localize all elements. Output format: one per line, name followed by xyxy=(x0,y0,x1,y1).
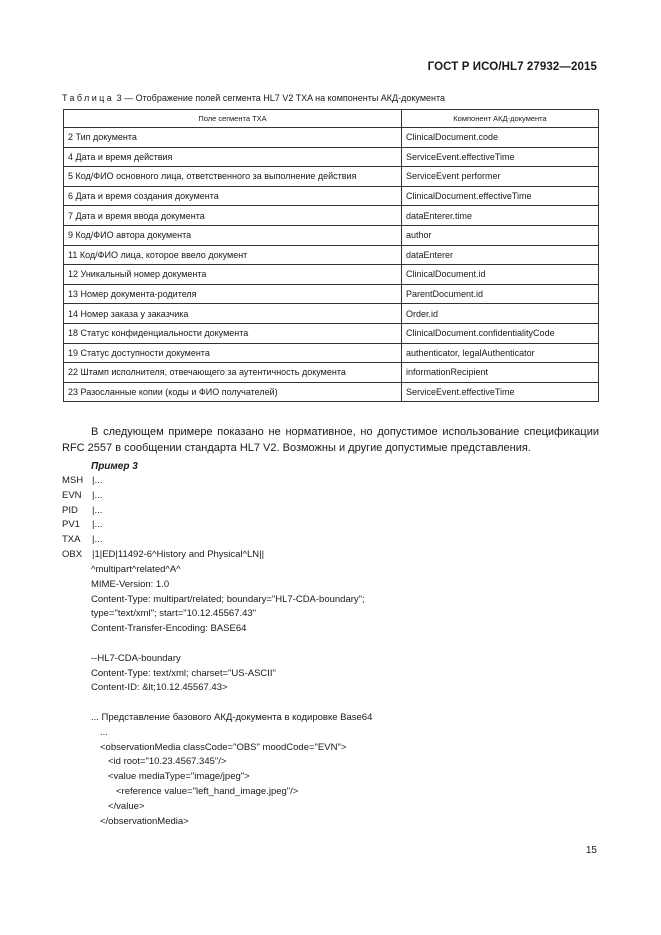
txa-field-cell: 22 Штамп исполнителя, отвечающего за аутентичность документа xyxy=(64,363,402,383)
txa-field-cell: 7 Дата и время ввода документа xyxy=(64,206,402,226)
table-row xyxy=(64,225,599,245)
cda-component-cell: ClinicalDocument.effectiveTime xyxy=(402,186,599,206)
segment-value: |... xyxy=(92,519,103,531)
cda-component-cell: informationRecipient xyxy=(402,363,599,383)
document-header: ГОСТ Р ИСО/HL7 27932—2015 xyxy=(427,61,597,73)
code-line: Content-Type: text/xml; charset="US-ASCII" xyxy=(91,667,276,679)
code-line: Content-Transfer-Encoding: BASE64 xyxy=(91,623,247,635)
txa-field-cell: 14 Номер заказа у заказчика xyxy=(64,304,402,324)
segment-value: |... xyxy=(92,475,103,486)
segment-value: |... xyxy=(92,489,103,501)
code-line: ... xyxy=(100,726,108,738)
segment-value: |... xyxy=(92,534,103,546)
code-line: ^multipart^related^A^ xyxy=(91,564,181,575)
code-line: </value> xyxy=(108,800,145,812)
code-line: <id root="10.23.4567.345"/> xyxy=(108,756,227,768)
example-title: Пример 3 xyxy=(91,461,138,472)
table-row xyxy=(64,304,599,324)
cda-component-cell: ServiceEvent performer xyxy=(402,167,599,187)
segment-name: MSH xyxy=(62,475,84,486)
table-row xyxy=(64,265,599,285)
code-line: <reference value="left_hand_image.jpeg"/> xyxy=(116,786,299,797)
code-line: </observationMedia> xyxy=(100,815,189,827)
code-line: <value mediaType="image/jpeg"> xyxy=(108,771,250,783)
code-line: Content-Type: multipart/related; boundary="HL7-CDA-boundary"; xyxy=(91,593,365,605)
table-row xyxy=(64,382,599,402)
code-line: type="text/xml"; start="10.12.45567.43" xyxy=(91,608,257,620)
caption-text: — Отображение полей сегмента HL7 V2 TXA на компоненты АКД-документа xyxy=(124,93,446,103)
segment-name: EVN xyxy=(62,489,82,501)
segment-name: TXA xyxy=(62,534,81,546)
txa-field-cell: 6 Дата и время создания документа xyxy=(64,186,402,206)
caption-prefix: Таблица xyxy=(62,93,115,103)
code-line: MIME-Version: 1.0 xyxy=(91,578,170,590)
table-row xyxy=(64,167,599,187)
paragraph-text: В следующем примере показано не нормативное, но допустимое использование спецификации RFC 2557 в сообщении стандарта HL7 V2. Возможны и другие допустимые представления. xyxy=(62,426,599,454)
txa-field-cell: 19 Статус доступности документа xyxy=(64,343,402,363)
segment-name: PV1 xyxy=(62,519,80,531)
column-header: Компонент АКД-документа xyxy=(402,110,599,128)
cda-component-cell: author xyxy=(402,225,599,245)
page-number: 15 xyxy=(585,845,597,856)
table-row xyxy=(64,363,599,383)
txa-field-cell: 11 Код/ФИО лица, которое ввело документ xyxy=(64,245,402,265)
table-row xyxy=(64,323,599,343)
cda-component-cell: ClinicalDocument.confidentialityCode xyxy=(402,323,599,343)
cda-component-cell: ClinicalDocument.id xyxy=(402,265,599,285)
cda-component-cell: ServiceEvent.effectiveTime xyxy=(402,147,599,167)
cda-component-cell: dataEnterer.time xyxy=(402,206,599,226)
table-row xyxy=(64,245,599,265)
table-header-row xyxy=(64,110,599,128)
cda-component-cell: ClinicalDocument.code xyxy=(402,128,599,148)
table-row xyxy=(64,343,599,363)
txa-field-cell: 5 Код/ФИО основного лица, ответственного за выполнение действия xyxy=(64,167,402,187)
code-line: <observationMedia classCode="OBS" moodCode="EVN"> xyxy=(100,741,347,753)
table-caption xyxy=(62,93,445,103)
txa-field-cell: 18 Статус конфиденциальности документа xyxy=(64,323,402,343)
cda-component-cell: ParentDocument.id xyxy=(402,284,599,304)
cda-component-cell: ServiceEvent.effectiveTime xyxy=(402,382,599,402)
segment-value: |1|ED|11492-6^History and Physical^LN|| xyxy=(92,549,265,560)
column-header: Поле сегмента TXA xyxy=(64,110,402,128)
table-row xyxy=(64,128,599,148)
segment-value: |... xyxy=(92,504,103,516)
code-line: ... Представление базового АКД-документа в кодировке Base64 xyxy=(91,712,373,723)
table-row xyxy=(64,186,599,206)
txa-field-cell: 13 Номер документа-родителя xyxy=(64,284,402,304)
cda-component-cell: dataEnterer xyxy=(402,245,599,265)
txa-field-cell: 4 Дата и время действия xyxy=(64,147,402,167)
code-line: --HL7-CDA-boundary xyxy=(91,652,181,664)
cda-component-cell: Order.id xyxy=(402,304,599,324)
txa-field-cell: 12 Уникальный номер документа xyxy=(64,265,402,285)
segment-name: PID xyxy=(62,504,78,516)
segment-name: OBX xyxy=(62,549,83,560)
mapping-table xyxy=(63,109,599,402)
txa-field-cell: 2 Тип документа xyxy=(64,128,402,148)
code-line: Content-ID: &lt;10.12.45567.43> xyxy=(91,682,228,694)
body-paragraph xyxy=(62,425,599,456)
table-row xyxy=(64,284,599,304)
txa-field-cell: 9 Код/ФИО автора документа xyxy=(64,225,402,245)
txa-field-cell: 23 Разосланные копии (коды и ФИО получателей) xyxy=(64,382,402,402)
table-row xyxy=(64,206,599,226)
cda-component-cell: authenticator, legalAuthenticator xyxy=(402,343,599,363)
caption-number: 3 xyxy=(116,93,122,103)
table-row xyxy=(64,147,599,167)
